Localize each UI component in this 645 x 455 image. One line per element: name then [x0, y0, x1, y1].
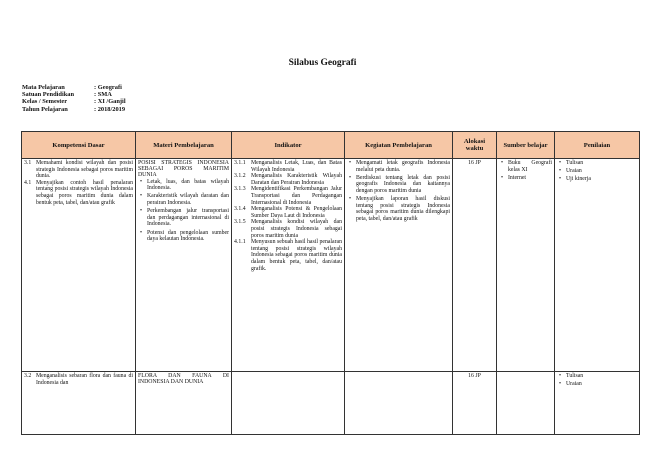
indikator-item: [234, 239, 342, 272]
list-item: • Internet: [508, 175, 552, 182]
meta-label: Satuan Pendidikan: [22, 91, 75, 99]
cell-materi: [136, 159, 232, 372]
meta-row: [22, 91, 126, 98]
meta-label: Kelas / Semester: [22, 98, 68, 106]
kd-number: 3.1: [24, 160, 32, 166]
cell-materi: [136, 372, 232, 435]
kegiatan-list: [347, 160, 450, 223]
indikator-number: 3.1.1: [234, 160, 246, 166]
kd-text: Menganalisis sebaran flora dan fauna di Indonesia dan: [36, 373, 133, 386]
meta-row: [22, 98, 126, 105]
kd-item: [24, 180, 133, 206]
document-meta: [22, 84, 126, 113]
header-materi: Materi Pembelajaran: [136, 132, 232, 159]
cell-kegiatan: [345, 159, 453, 372]
indikator-text: Menganalisis Potensi & Pengelolaan Sumber Daya Laut di Indonesia: [251, 206, 342, 219]
indikator-number: 3.1.3: [234, 186, 246, 193]
header-alokasi: Alokasi waktu: [453, 132, 497, 159]
kd-item: [24, 160, 133, 180]
list-item: • Letak, luas, dan batas wilayah Indonesia.: [147, 179, 229, 192]
cell-indikator: [232, 159, 345, 372]
indikator-text: Menyusun sebuah hasil hasil penalaran tentang posisi strategis wilayah Indonesia sebagai poros maritim dunia dalam bentuk peta, tabel, dan/atau grafik.: [251, 239, 342, 272]
indikator-item: [234, 186, 342, 206]
kd-number: 3.2: [24, 373, 32, 379]
header-kompetensi-dasar: Kompetensi Dasar: [22, 132, 136, 159]
materi-heading: FLORA DAN FAUNA DI INDONESIA DAN DUNIA: [138, 373, 229, 386]
meta-label: Mata Pelajaran: [22, 84, 65, 91]
list-item: • Buku Geografi kelas XI: [508, 160, 552, 173]
meta-row: [22, 84, 126, 91]
indikator-text: Menganalisis Letak, Luas, dan Batas Wilayah Indonesia: [251, 160, 342, 173]
cell-kompetensi-dasar: [22, 159, 136, 372]
cell-alokasi: 16 JP: [453, 159, 497, 372]
list-item: • Perkembangan jalur transportasi dan perdagangan internasional di Indonesia.: [147, 208, 229, 228]
header-penilaian: Penilaian: [555, 132, 640, 159]
indikator-number: 3.1.5: [234, 219, 246, 226]
indikator-number: 4.1.1: [234, 239, 246, 246]
indikator-text: Menganalisis Karakteristik Wilayah Daratan dan Perairan Indonesia: [251, 173, 342, 186]
meta-value: : XI /Ganjil: [94, 98, 126, 106]
document-title: Silabus Geografi: [288, 58, 357, 68]
meta-value: : 2018/2019: [94, 105, 126, 113]
indikator-item: [234, 219, 342, 239]
list-item: • Uji kinerja: [566, 176, 637, 183]
cell-sumber: [497, 372, 555, 435]
indikator-text: Mengidentifikasi Perkembangan Jalur Transportasi dan Perdagangan Internasional di Indonesia: [251, 186, 342, 206]
kd-number: 4.1: [24, 179, 32, 186]
penilaian-list: [557, 373, 637, 388]
kd-text: Memahami kondisi wilayah dan posisi strategis Indonesia sebagai poros maritim dunia.: [36, 160, 133, 180]
table-row: [22, 372, 640, 435]
list-item: • Tulisan: [566, 160, 637, 167]
header-kegiatan: Kegiatan Pembelajaran: [345, 132, 453, 159]
materi-heading: POSISI STRATEGIS INDONESIA SEBAGAI POROS MARITIM DUNIA: [138, 160, 229, 179]
cell-penilaian: [555, 159, 640, 372]
meta-value: : Geografi: [94, 84, 122, 91]
list-item: • Berdiskusi tentang letak dan posisi geografis Indonesia dan kaitannya dengan poros maritim dunia: [356, 175, 450, 195]
list-item: • Potensi dan pengelolaan sumber daya kelautan Indonesia.: [147, 230, 229, 243]
sumber-list: [499, 160, 552, 181]
indikator-item: [234, 173, 342, 186]
list-item: • Uraian: [566, 381, 637, 388]
table-header-row: [22, 132, 640, 159]
indikator-item: [234, 206, 342, 219]
list-item: • Uraian: [566, 168, 637, 175]
list-item: • Karakteristik wilayah daratan dan perairan Indonesia.: [147, 193, 229, 206]
indikator-text: Menganalisis kondisi wilayah dan posisi strategis Indonesia sebagai poros maritim dunia: [251, 219, 342, 239]
penilaian-list: [557, 160, 637, 183]
indikator-number: 3.1.4: [234, 206, 246, 213]
syllabus-table: [21, 131, 640, 435]
list-item: • Mengamati letak geografis Indonesia melalui peta dunia.: [356, 160, 450, 173]
cell-kegiatan: [345, 372, 453, 435]
indikator-item: [234, 160, 342, 173]
cell-sumber: [497, 159, 555, 372]
list-item: • Menyajikan laporan hasil diskusi tentang posisi strategis Indonesia sebagai poros maritim dunia dilengkapi peta, tabel, dan/atau grafik: [356, 196, 450, 222]
header-sumber: Sumber belajar: [497, 132, 555, 159]
meta-row: [22, 106, 126, 113]
table-row: [22, 159, 640, 372]
cell-kompetensi-dasar: [22, 372, 136, 435]
meta-label: Tahun Pelajaran: [22, 105, 68, 113]
cell-penilaian: [555, 372, 640, 435]
cell-alokasi: 16 JP: [453, 372, 497, 435]
meta-value: : SMA: [94, 91, 112, 99]
kd-text: Menyajikan contoh hasil penalaran tentang posisi strategis wilayah Indonesia sebagai poros maritim dunia dalam bentuk peta, tabel, dan/atau grafik: [36, 179, 133, 206]
list-item: • Tulisan: [566, 373, 637, 380]
kd-item: [24, 373, 133, 386]
indikator-number: 3.1.2: [234, 173, 246, 180]
header-indikator: Indikator: [232, 132, 345, 159]
materi-list: [138, 179, 229, 243]
cell-indikator: [232, 372, 345, 435]
